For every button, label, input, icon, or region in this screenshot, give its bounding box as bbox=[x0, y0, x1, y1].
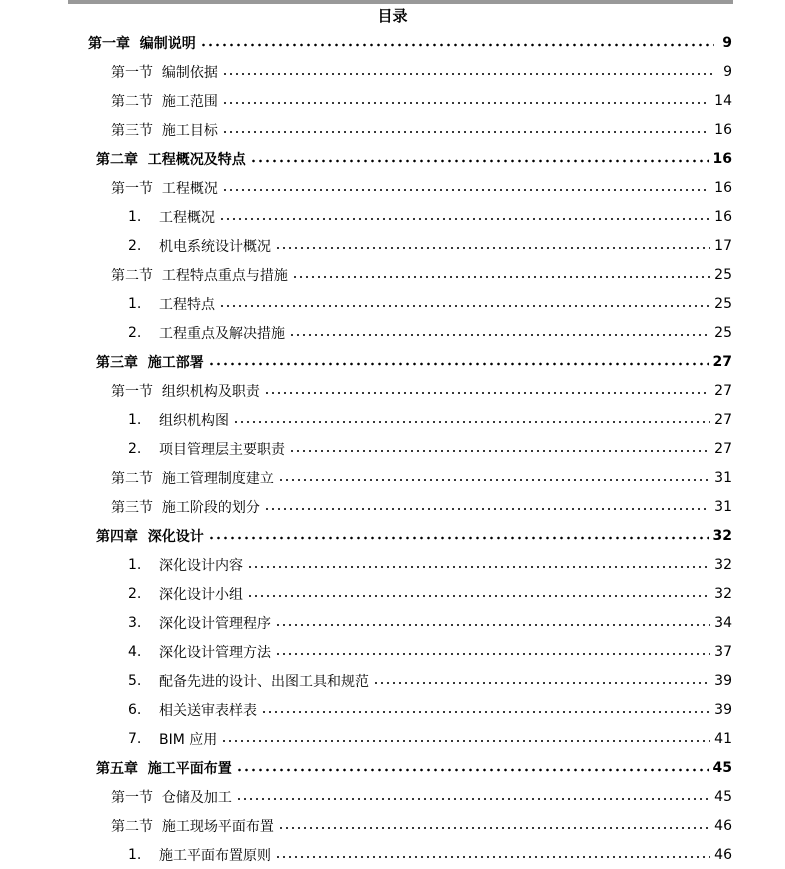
toc-entry-label: 配备先进的设计、出图工具和规范 bbox=[159, 673, 369, 690]
toc-page-number: 9 bbox=[723, 63, 732, 80]
toc-page-number: 45 bbox=[714, 788, 732, 805]
toc-page-number: 46 bbox=[714, 846, 732, 863]
toc-page-number: 45 bbox=[712, 759, 732, 776]
toc-entry-number: 6. bbox=[128, 701, 142, 718]
toc-section-entry[interactable] bbox=[0, 173, 785, 202]
toc-dot-leader bbox=[264, 500, 710, 514]
toc-item-entry[interactable] bbox=[0, 579, 785, 608]
toc-page-number: 41 bbox=[714, 730, 732, 747]
toc-dot-leader bbox=[247, 587, 710, 601]
toc-item-entry[interactable] bbox=[0, 318, 785, 347]
toc-dot-leader bbox=[373, 674, 710, 688]
toc-entry-number: 1. bbox=[128, 846, 142, 863]
toc-entry-number: 1. bbox=[128, 295, 142, 312]
toc-entry-label: 第五章 施工平面布置 bbox=[96, 760, 232, 777]
toc-page-number: 27 bbox=[714, 411, 732, 428]
toc-entry-number: 1. bbox=[128, 208, 142, 225]
toc-page-number: 25 bbox=[714, 324, 732, 341]
toc-entry-label: 第二节 工程特点重点与措施 bbox=[111, 267, 288, 284]
toc-entry-number: 3. bbox=[128, 614, 142, 631]
toc-item-entry[interactable] bbox=[0, 695, 785, 724]
toc-entry-number: 2. bbox=[128, 585, 142, 602]
toc-entry-label: 第三节 施工目标 bbox=[111, 122, 218, 139]
toc-section-entry[interactable] bbox=[0, 115, 785, 144]
toc-entry-label: 项目管理层主要职责 bbox=[159, 441, 285, 458]
toc-list bbox=[0, 28, 785, 869]
toc-page-number: 14 bbox=[714, 92, 732, 109]
toc-entry-label: 深化设计内容 bbox=[159, 557, 243, 574]
toc-entry-label: 第四章 深化设计 bbox=[96, 528, 204, 545]
toc-chapter-entry[interactable] bbox=[0, 347, 785, 376]
toc-entry-label: 第二节 施工管理制度建立 bbox=[111, 470, 274, 487]
toc-page-number: 17 bbox=[714, 237, 732, 254]
toc-entry-label: 相关送审表样表 bbox=[159, 702, 257, 719]
toc-dot-leader bbox=[208, 355, 709, 369]
toc-entry-number: 1. bbox=[128, 556, 142, 573]
toc-item-entry[interactable] bbox=[0, 289, 785, 318]
toc-entry-label: 施工平面布置原则 bbox=[159, 847, 271, 864]
toc-page-number: 37 bbox=[714, 643, 732, 660]
toc-item-entry[interactable] bbox=[0, 840, 785, 869]
toc-item-entry[interactable] bbox=[0, 637, 785, 666]
toc-page-number: 25 bbox=[714, 266, 732, 283]
toc-dot-leader bbox=[208, 529, 709, 543]
toc-page-number: 16 bbox=[714, 121, 732, 138]
toc-page-number: 27 bbox=[714, 440, 732, 457]
toc-section-entry[interactable] bbox=[0, 782, 785, 811]
toc-entry-label: 机电系统设计概况 bbox=[159, 238, 271, 255]
toc-item-entry[interactable] bbox=[0, 724, 785, 753]
toc-entry-label: 第三章 施工部署 bbox=[96, 354, 204, 371]
toc-page-number: 32 bbox=[714, 585, 732, 602]
toc-entry-number: 2. bbox=[128, 237, 142, 254]
toc-dot-leader bbox=[275, 848, 710, 862]
toc-dot-leader bbox=[261, 703, 710, 717]
toc-page-number: 25 bbox=[714, 295, 732, 312]
toc-item-entry[interactable] bbox=[0, 231, 785, 260]
toc-dot-leader bbox=[292, 268, 710, 282]
toc-chapter-entry[interactable] bbox=[0, 753, 785, 782]
toc-dot-leader bbox=[278, 819, 710, 833]
toc-entry-label: 工程概况 bbox=[159, 209, 215, 226]
toc-dot-leader bbox=[222, 94, 710, 108]
toc-entry-label: 第二章 工程概况及特点 bbox=[96, 151, 246, 168]
toc-entry-label: 第三节 施工阶段的划分 bbox=[111, 499, 260, 516]
toc-page-number: 27 bbox=[712, 353, 732, 370]
toc-section-entry[interactable] bbox=[0, 492, 785, 521]
toc-entry-label: 第一节 组织机构及职责 bbox=[111, 383, 260, 400]
toc-entry-number: 2. bbox=[128, 440, 142, 457]
toc-page-number: 39 bbox=[714, 672, 732, 689]
toc-entry-label: 工程特点 bbox=[159, 296, 215, 313]
toc-item-entry[interactable] bbox=[0, 666, 785, 695]
toc-dot-leader bbox=[289, 442, 710, 456]
toc-dot-leader bbox=[275, 616, 710, 630]
toc-entry-label: 第二节 施工范围 bbox=[111, 93, 218, 110]
toc-item-entry[interactable] bbox=[0, 608, 785, 637]
toc-section-entry[interactable] bbox=[0, 86, 785, 115]
toc-dot-leader bbox=[221, 732, 710, 746]
toc-entry-label: 深化设计小组 bbox=[159, 586, 243, 603]
toc-dot-leader bbox=[289, 326, 710, 340]
toc-entry-label: 第一节 工程概况 bbox=[111, 180, 218, 197]
toc-dot-leader bbox=[236, 761, 709, 775]
toc-section-entry[interactable] bbox=[0, 463, 785, 492]
toc-page-number: 16 bbox=[714, 208, 732, 225]
toc-entry-number: 4. bbox=[128, 643, 142, 660]
toc-section-entry[interactable] bbox=[0, 260, 785, 289]
top-rule bbox=[68, 0, 733, 4]
toc-page-number: 34 bbox=[714, 614, 732, 631]
toc-entry-number: 2. bbox=[128, 324, 142, 341]
toc-dot-leader bbox=[219, 297, 710, 311]
toc-dot-leader bbox=[275, 645, 710, 659]
toc-dot-leader bbox=[247, 558, 710, 572]
toc-section-entry[interactable] bbox=[0, 811, 785, 840]
page-title: 目录 bbox=[377, 7, 408, 25]
toc-dot-leader bbox=[200, 36, 714, 50]
toc-entry-label: 第一节 编制依据 bbox=[111, 64, 218, 81]
toc-page-number: 27 bbox=[714, 382, 732, 399]
toc-item-entry[interactable] bbox=[0, 550, 785, 579]
toc-page-number: 46 bbox=[714, 817, 732, 834]
toc-chapter-entry[interactable] bbox=[0, 521, 785, 550]
toc-entry-label: 第一节 仓储及加工 bbox=[111, 789, 232, 806]
toc-chapter-entry[interactable] bbox=[0, 144, 785, 173]
toc-page-number: 31 bbox=[714, 469, 732, 486]
toc-dot-leader bbox=[219, 210, 710, 224]
toc-item-entry[interactable] bbox=[0, 202, 785, 231]
toc-dot-leader bbox=[222, 65, 714, 79]
toc-page-number: 16 bbox=[714, 179, 732, 196]
toc-section-entry[interactable] bbox=[0, 376, 785, 405]
toc-page-number: 39 bbox=[714, 701, 732, 718]
toc-entry-label: 工程重点及解决措施 bbox=[159, 325, 285, 342]
toc-section-entry[interactable] bbox=[0, 57, 785, 86]
toc-entry-number: 7. bbox=[128, 730, 142, 747]
toc-dot-leader bbox=[264, 384, 710, 398]
toc-entry-number: 1. bbox=[128, 411, 142, 428]
toc-entry-label: 组织机构图 bbox=[159, 412, 229, 429]
toc-chapter-entry[interactable] bbox=[0, 28, 785, 57]
toc-entry-label: 第一章 编制说明 bbox=[88, 35, 196, 52]
toc-entry-label: 深化设计管理方法 bbox=[159, 644, 271, 661]
toc-page-number: 16 bbox=[712, 150, 732, 167]
toc-dot-leader bbox=[222, 181, 710, 195]
toc-entry-label: 第二节 施工现场平面布置 bbox=[111, 818, 274, 835]
toc-dot-leader bbox=[222, 123, 710, 137]
toc-entry-label: BIM 应用 bbox=[159, 731, 218, 748]
toc-entry-number: 5. bbox=[128, 672, 142, 689]
toc-dot-leader bbox=[250, 152, 709, 166]
toc-page-number: 31 bbox=[714, 498, 732, 515]
toc-page-number: 32 bbox=[712, 527, 732, 544]
toc-page-number: 9 bbox=[722, 34, 732, 51]
toc-dot-leader bbox=[275, 239, 710, 253]
toc-entry-label: 深化设计管理程序 bbox=[159, 615, 271, 632]
toc-item-entry[interactable] bbox=[0, 434, 785, 463]
toc-dot-leader bbox=[233, 413, 710, 427]
toc-dot-leader bbox=[236, 790, 710, 804]
toc-page-number: 32 bbox=[714, 556, 732, 573]
toc-dot-leader bbox=[278, 471, 710, 485]
toc-item-entry[interactable] bbox=[0, 405, 785, 434]
